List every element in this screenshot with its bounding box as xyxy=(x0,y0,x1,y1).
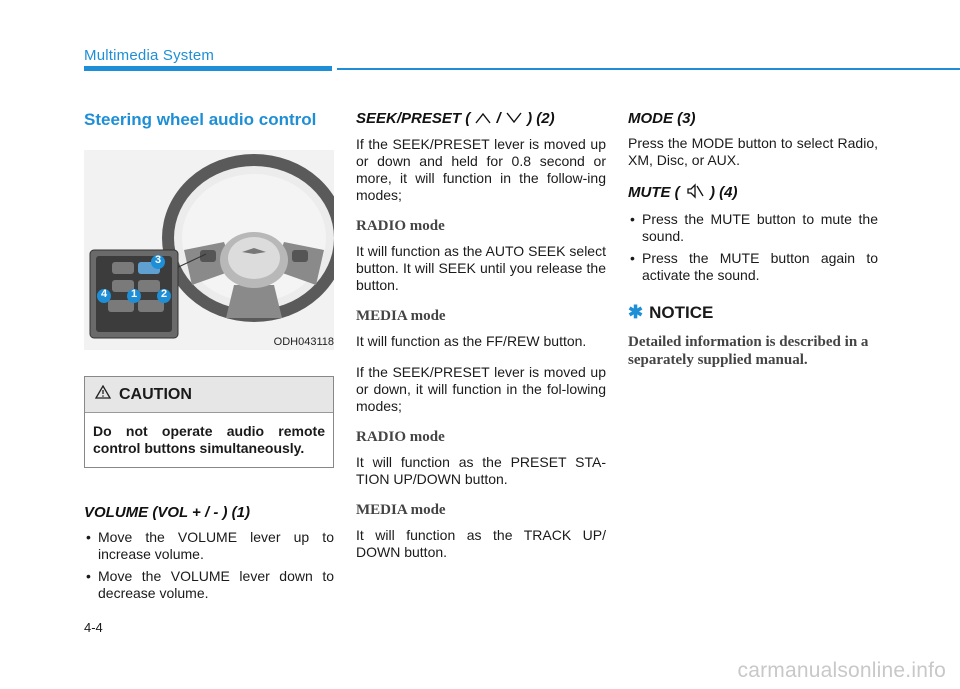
caution-title: CAUTION xyxy=(119,385,192,403)
mute-heading xyxy=(628,183,878,203)
media-mode-label-1: MEDIA mode xyxy=(356,307,446,324)
callout-1: 1 xyxy=(130,288,138,300)
radio-mode-text-2: It will function as the PRESET STA-TION UP/DOWN button. xyxy=(356,453,606,487)
asterisk-icon: ✱ xyxy=(628,302,644,322)
seek-intro: If the SEEK/PRESET lever is moved up or down and held for 0.8 second or more, it will function in the follow-ing modes; xyxy=(356,135,606,203)
page-number: 4-4 xyxy=(84,620,103,635)
left-column xyxy=(84,110,334,620)
mute-heading-prefix: MUTE ( xyxy=(628,183,680,201)
mute-speaker-icon xyxy=(686,183,704,203)
mode-heading: MODE (3) xyxy=(628,110,696,127)
figure-code: ODH043118 xyxy=(273,336,334,348)
seek-heading-prefix: SEEK/PRESET ( xyxy=(356,110,471,127)
list-item: • Move the VOLUME lever up to increase volume. xyxy=(84,529,334,563)
media-mode-label-2: MEDIA mode xyxy=(356,501,446,518)
caution-box xyxy=(84,376,334,468)
middle-column xyxy=(356,110,606,575)
list-item: • Press the MUTE button to mute the sound. xyxy=(628,211,878,245)
notice-text: Detailed information is described in a separately supplied manual. xyxy=(628,334,869,368)
warning-triangle-icon xyxy=(95,385,111,404)
figure-code-row xyxy=(84,336,334,364)
callout-4: 4 xyxy=(100,288,108,300)
caution-header xyxy=(85,377,333,413)
media-mode-text-1: It will function as the FF/REW button. xyxy=(356,332,587,349)
steering-wheel-illustration xyxy=(84,150,334,350)
notice-heading xyxy=(628,302,878,323)
seek-intro-2: If the SEEK/PRESET lever is moved up or down, it will function in the fol-lowing modes; xyxy=(356,363,606,414)
watermark: carmanualsonline.info xyxy=(737,659,946,682)
callout-2: 2 xyxy=(160,288,168,300)
volume-bullets xyxy=(84,529,334,602)
mode-text: Press the MODE button to select Radio, XM, Disc, or AUX. xyxy=(628,135,878,168)
steering-wheel-figure xyxy=(84,150,334,350)
header-rule xyxy=(337,68,960,70)
radio-mode-label-1: RADIO mode xyxy=(356,217,445,234)
mute-heading-suffix: ) (4) xyxy=(710,183,738,201)
header-accent-bar xyxy=(84,66,332,71)
right-column xyxy=(628,110,878,369)
radio-mode-text-1: It will function as the AUTO SEEK select button. It will SEEK until you release the button. xyxy=(356,242,606,293)
list-item: • Move the VOLUME lever down to decrease volume. xyxy=(84,568,334,602)
chevron-up-icon xyxy=(474,111,492,128)
notice-title: NOTICE xyxy=(649,302,714,322)
chevron-down-icon xyxy=(505,111,523,128)
section-title: Multimedia System xyxy=(84,47,215,64)
steering-audio-title: Steering wheel audio control xyxy=(84,110,317,129)
list-item: • Press the MUTE button again to activate the sound. xyxy=(628,250,878,284)
media-mode-text-2: It will function as the TRACK UP/ DOWN button. xyxy=(356,526,606,560)
mute-bullets xyxy=(628,211,878,284)
radio-mode-label-2: RADIO mode xyxy=(356,428,445,445)
seek-heading-suffix: ) (2) xyxy=(527,110,555,127)
volume-heading: VOLUME (VOL + / - ) (1) xyxy=(84,504,250,521)
seek-preset-heading xyxy=(356,110,606,128)
seek-heading-sep: / xyxy=(496,110,501,127)
callout-3: 3 xyxy=(154,254,162,266)
caution-text: Do not operate audio remote control buttons simultaneously. xyxy=(93,423,325,456)
